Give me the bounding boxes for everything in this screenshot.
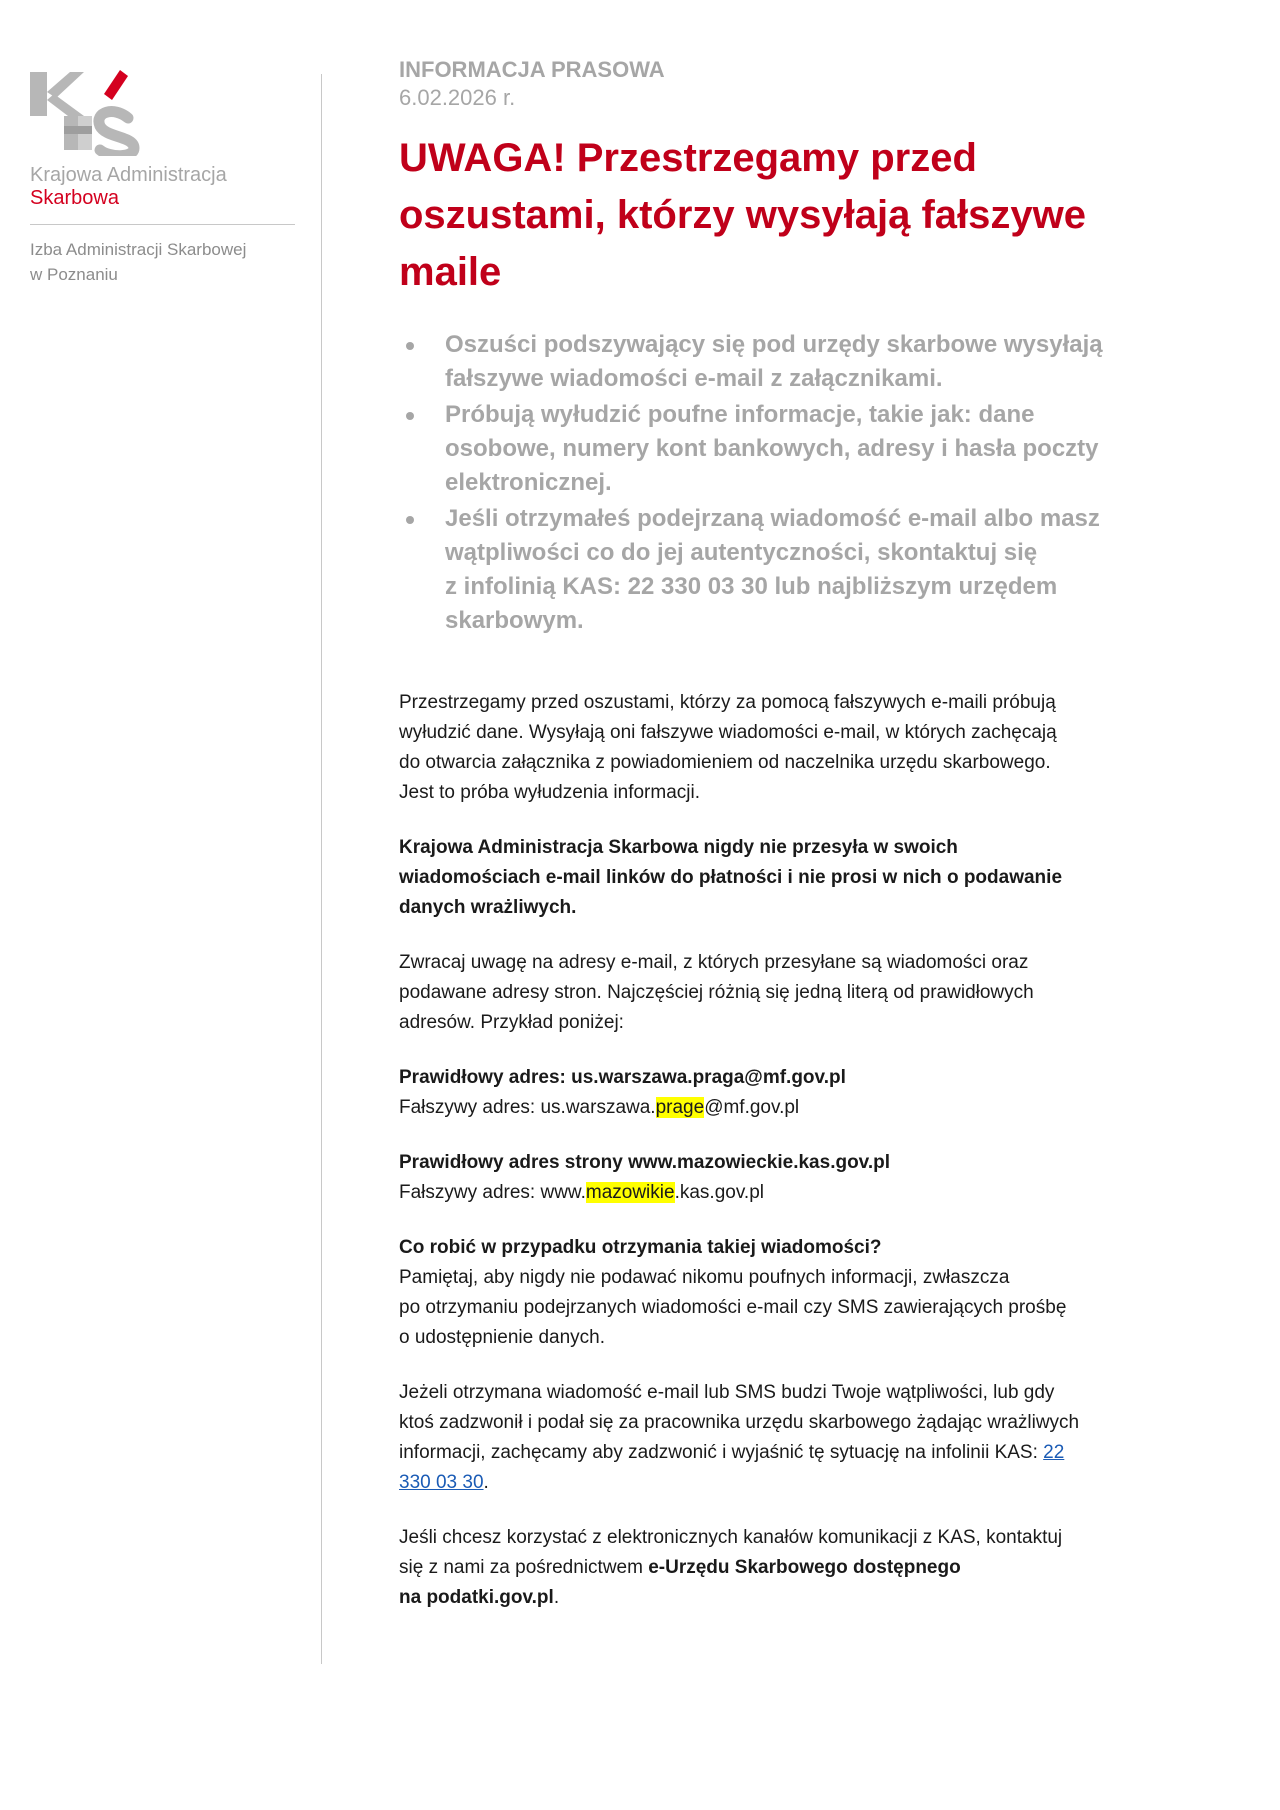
press-date: 6.02.2026 r. [399, 85, 516, 110]
bullet-line: osobowe, numery kont bankowych, adresy i hasła poczty [445, 435, 1099, 462]
text-line: po otrzymaniu podejrzanych wiadomości e-mail czy SMS zawierających prośbę [399, 1297, 1067, 1318]
bullet-line: elektronicznej. [445, 469, 612, 496]
bullet-line: Próbują wyłudzić poufne informacje, takie jak: dane [445, 401, 1035, 428]
text-line: wyłudzić dane. Wysyłają oni fałszywe wiadomości e-mail, w których zachęcają [399, 722, 1057, 743]
text-line: danych wrażliwych. [399, 897, 577, 918]
e-office-site: na podatki.gov.pl [399, 1587, 554, 1608]
fake-website-prefix: Fałszywy adres: www. [399, 1182, 586, 1203]
bullet-line: wątpliwości co do jej autentyczności, skontaktuj się [445, 539, 1038, 566]
text-line: Przestrzegamy przed oszustami, którzy za pomocą fałszywych e-maili próbują [399, 692, 1056, 713]
correct-email: Prawidłowy adres: us.warszawa.praga@mf.gov.pl [399, 1067, 846, 1088]
bullet-line: Oszuści podszywający się pod urzędy skarbowe wysyłają [445, 331, 1103, 358]
text-line: Pamiętaj, aby nigdy nie podawać nikomu poufnych informacji, zwłaszcza [399, 1267, 1010, 1288]
org-name-line2: Skarbowa [30, 187, 119, 209]
summary-bullets [399, 328, 1189, 638]
text-fragment: . [483, 1472, 489, 1493]
fake-website-highlight: mazowikie [585, 1182, 675, 1203]
text-line: wiadomościach e-mail linków do płatności i nie prosi w nich o podawanie [399, 867, 1063, 888]
example-website [399, 1148, 1189, 1208]
text-line: informacji, zachęcamy aby zadzwonić i wyjaśnić tę sytuację na infolinii KAS: [399, 1442, 1044, 1463]
chamber-name [30, 237, 295, 287]
paragraph-addresses [399, 948, 1189, 1038]
kas-logo-icon [30, 70, 140, 156]
bullet-line: Jeśli otrzymałeś podejrzaną wiadomość e-mail albo masz [445, 505, 1100, 532]
sidebar-divider [30, 224, 295, 225]
text-line: Zwracaj uwagę na adresy e-mail, z których przesyłane są wiadomości oraz [399, 952, 1029, 973]
bullet-item [399, 398, 1189, 500]
text-line: Jeśli chcesz korzystać z elektronicznych kanałów komunikacji z KAS, kontaktuj [399, 1527, 1063, 1548]
fake-email-prefix: Fałszywy adres: us.warszawa. [399, 1097, 656, 1118]
headline [399, 130, 1189, 301]
paragraph-what-to-do [399, 1233, 1189, 1353]
bullet-item [399, 502, 1189, 638]
fake-email-suffix: @mf.gov.pl [704, 1097, 800, 1118]
example-email [399, 1063, 1189, 1123]
bullet-dot-icon [406, 342, 414, 350]
correct-website: Prawidłowy adres strony www.mazowieckie.kas.gov.pl [399, 1152, 891, 1173]
vertical-divider [321, 74, 322, 1664]
paragraph-kas-never [399, 833, 1189, 923]
text-line: do otwarcia załącznika z powiadomieniem od naczelnika urzędu skarbowego. [399, 752, 1051, 773]
fake-website-suffix: .kas.gov.pl [674, 1182, 764, 1203]
paragraph-intro [399, 688, 1189, 808]
text-fragment: . [553, 1587, 560, 1608]
what-to-do-heading: Co robić w przypadku otrzymania takiej wiadomości? [399, 1237, 882, 1258]
text-line: ktoś zadzwonił i podał się za pracownika urzędu skarbowego żądając wrażliwych [399, 1412, 1080, 1433]
paragraph-hotline [399, 1378, 1189, 1498]
org-name-line1: Krajowa Administracja [30, 164, 227, 186]
text-line: podawane adresy stron. Najczęściej różnią się jedną literą od prawidłowych [399, 982, 1034, 1003]
bullet-line: fałszywe wiadomości e-mail z załącznikami. [445, 365, 943, 392]
bullet-line: z infolinią KAS: 22 330 03 30 lub najbliższym urzędem [445, 573, 1058, 600]
text-line: Krajowa Administracja Skarbowa nigdy nie przesyła w swoich [399, 837, 958, 858]
chamber-line2: w Poznaniu [30, 265, 118, 284]
body-text [399, 688, 1189, 1613]
hotline-link-continued[interactable]: 330 03 30 [399, 1472, 484, 1493]
headline-line: oszustami, którzy wysyłają fałszywe [399, 193, 1086, 237]
text-fragment: się z nami za pośrednictwem [399, 1557, 649, 1578]
org-name [30, 164, 295, 210]
bullet-dot-icon [406, 412, 414, 420]
text-line: Jest to próba wyłudzenia informacji. [399, 782, 700, 803]
hotline-link[interactable]: 22 [1043, 1442, 1065, 1463]
bullet-item [399, 328, 1189, 396]
e-office-name: e-Urzędu Skarbowego dostępnego [648, 1557, 961, 1578]
fake-email-highlight: prage [655, 1097, 705, 1118]
text-line: Jeżeli otrzymana wiadomość e-mail lub SMS budzi Twoje wątpliwości, lub gdy [399, 1382, 1055, 1403]
paragraph-e-office [399, 1523, 1189, 1613]
chamber-line1: Izba Administracji Skarbowej [30, 240, 247, 259]
headline-line: maile [399, 250, 502, 294]
text-line: adresów. Przykład poniżej: [399, 1012, 624, 1033]
text-line: o udostępnienie danych. [399, 1327, 605, 1348]
bullet-line: skarbowym. [445, 607, 584, 634]
press-label: INFORMACJA PRASOWA [399, 57, 665, 82]
main-content [399, 56, 1189, 1638]
sidebar [30, 70, 295, 287]
bullet-dot-icon [406, 516, 414, 524]
headline-line: UWAGA! Przestrzegamy przed [399, 136, 977, 180]
